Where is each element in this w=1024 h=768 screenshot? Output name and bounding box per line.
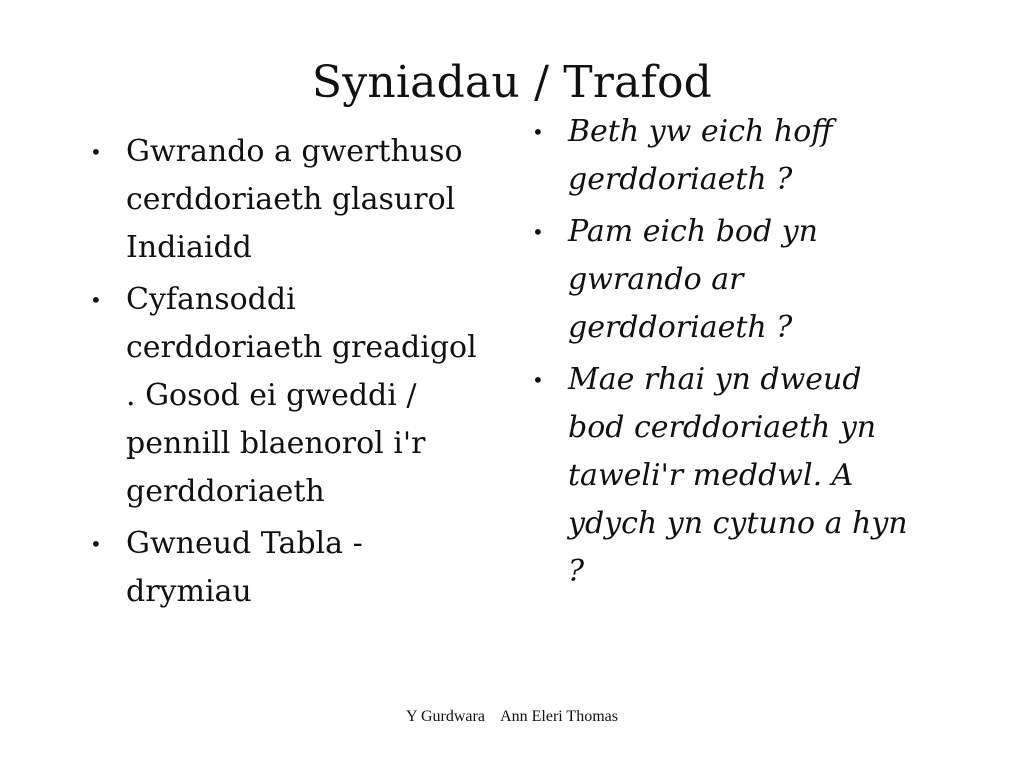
- right-bullet-list: [530, 108, 920, 600]
- bullet-text: Mae rhai yn dweud bod cerddoriaeth yn taweli'r meddwl. A ydych yn cytuno a hyn ?: [568, 362, 908, 589]
- left-bullet-list: [88, 128, 488, 620]
- slide-title: Syniadau / Trafod: [311, 57, 713, 109]
- bullet-icon: •: [532, 220, 544, 244]
- left-bullet-item: [88, 128, 488, 272]
- bullet-text: Beth yw eich hoff gerddoriaeth ?: [568, 114, 833, 197]
- bullet-icon: •: [90, 288, 102, 312]
- bullet-icon: •: [90, 140, 102, 164]
- right-bullet-item: [530, 208, 920, 352]
- bullet-text: Gwrando a gwerthuso cerddoriaeth glasurol Indiaidd: [126, 134, 463, 265]
- bullet-icon: •: [532, 368, 544, 392]
- slide-footer: Y Gurdwara Ann Eleri Thomas: [406, 708, 618, 725]
- bullet-text: Cyfansoddi cerddoriaeth greadigol . Gosod ei gweddi / pennill blaenorol i'r gerddoriaeth: [126, 282, 477, 509]
- right-bullet-item: [530, 356, 920, 596]
- left-bullet-item: [88, 520, 488, 616]
- right-bullet-item: [530, 108, 920, 204]
- bullet-icon: •: [532, 120, 544, 144]
- bullet-text: Gwneud Tabla - drymiau: [126, 526, 363, 609]
- left-bullet-item: [88, 276, 488, 516]
- bullet-text: Pam eich bod yn gwrando ar gerddoriaeth ?: [568, 214, 818, 345]
- bullet-icon: •: [90, 532, 102, 556]
